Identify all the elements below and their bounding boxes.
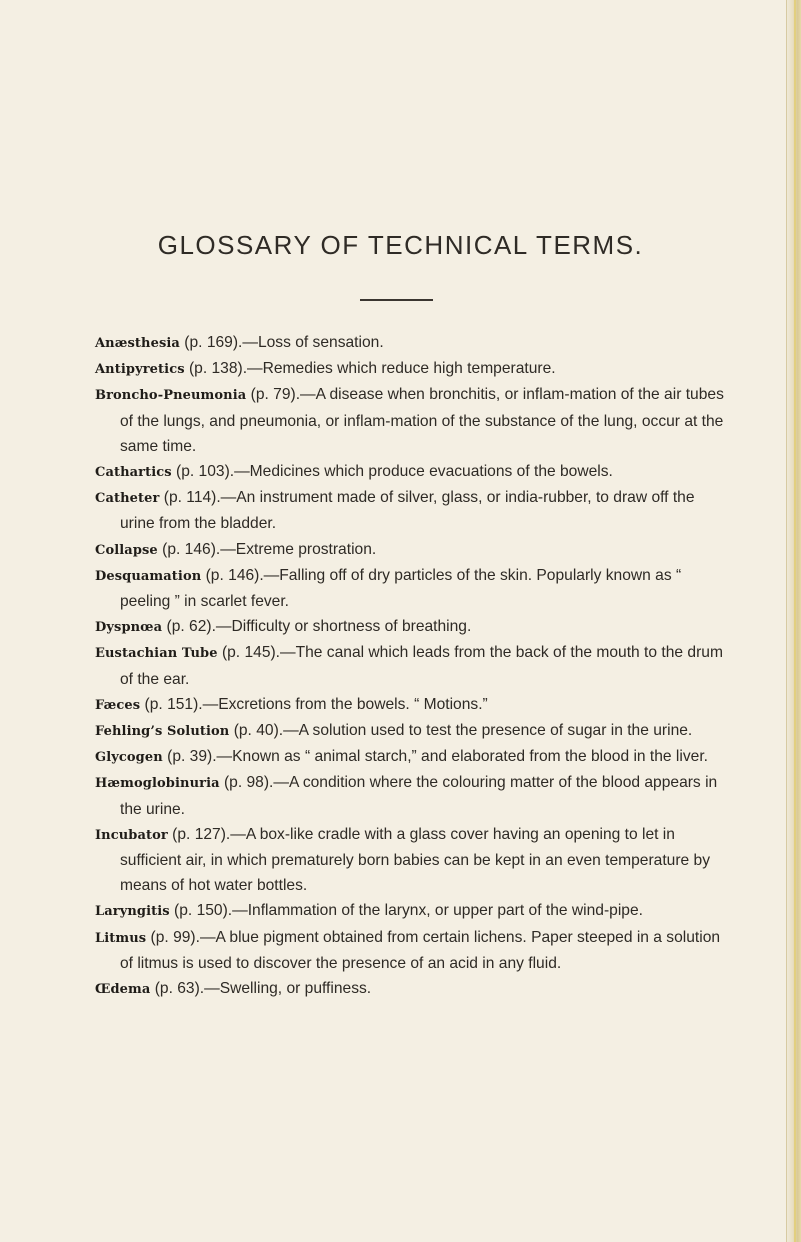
glossary-entry	[95, 485, 725, 536]
glossary-definition: (p. 103).—Medicines which produce evacuations of the bowels.	[171, 463, 613, 481]
page-edge-line	[794, 0, 796, 1242]
glossary-entry	[95, 925, 725, 976]
glossary-definition: (p. 39).—Known as “ animal starch,” and elaborated from the blood in the liver.	[162, 748, 708, 766]
page-title: GLOSSARY OF TECHNICAL TERMS.	[157, 230, 644, 260]
glossary-definition: (p. 98).—A condition where the colouring matter of the blood appears in the urine.	[120, 774, 718, 818]
glossary-term: Collapse	[95, 542, 158, 558]
glossary-definition: (p. 146).—Extreme prostration.	[157, 540, 377, 558]
glossary-entry	[95, 537, 725, 563]
glossary-list	[95, 330, 725, 1002]
glossary-definition: (p. 151).—Excretions from the bowels. “ Motions.”	[140, 695, 488, 713]
glossary-definition: (p. 40).—A solution used to test the presence of sugar in the urine.	[229, 722, 693, 740]
glossary-entry	[95, 822, 725, 899]
glossary-term: Fæces	[95, 697, 141, 713]
glossary-definition: (p. 62).—Difficulty or shortness of breathing.	[162, 618, 472, 636]
glossary-term: Cathartics	[95, 465, 172, 481]
glossary-definition: (p. 114).—An instrument made of silver, glass, or india-rubber, to draw off the urine from the bladder.	[120, 489, 695, 533]
glossary-entry	[95, 718, 725, 744]
glossary-definition: (p. 145).—The canal which leads from the back of the mouth to the drum of the ear.	[120, 644, 723, 688]
glossary-term: Antipyretics	[95, 362, 185, 378]
glossary-entry	[95, 898, 725, 924]
glossary-entry	[95, 459, 725, 485]
glossary-term: Fehling’s Solution	[95, 724, 230, 740]
glossary-term: Dyspnœa	[95, 620, 163, 636]
glossary-definition: (p. 99).—A blue pigment obtained from certain lichens. Paper steeped in a solution of litmus is used to discover the presence of an acid in any fluid.	[120, 928, 721, 972]
glossary-term: Hæmoglobinuria	[95, 776, 220, 792]
glossary-entry	[95, 382, 725, 459]
glossary-definition: (p. 146).—Falling off of dry particles of the skin. Popularly known as “ peeling ” in scarlet fever.	[120, 566, 682, 611]
glossary-term: Broncho-Pneumonia	[95, 388, 247, 404]
glossary-definition: (p. 127).—A box-like cradle with a glass cover having an opening to let in sufficient air, in which prematurely born babies can be kept in an even temperature by means of hot water bottles.	[120, 825, 711, 895]
glossary-term: Anæsthesia	[95, 336, 180, 351]
glossary-term: Litmus	[95, 930, 147, 946]
glossary-entry	[95, 976, 725, 1002]
glossary-entry	[95, 356, 725, 382]
glossary-entry	[95, 744, 725, 770]
glossary-definition: (p. 63).—Swelling, or puffiness.	[150, 980, 372, 998]
glossary-term: Eustachian Tube	[95, 646, 218, 662]
glossary-definition: (p. 79).—A disease when bronchitis, or inflam-mation of the air tubes of the lungs, and pneumonia, or inflam-mation of the substance of the lung, occur at the same time.	[120, 386, 724, 455]
glossary-entry	[95, 692, 725, 718]
glossary-entry	[95, 563, 725, 614]
glossary-term: Incubator	[95, 827, 168, 843]
title-rule	[360, 299, 433, 301]
glossary-entry	[95, 330, 725, 356]
glossary-term: Œdema	[95, 982, 151, 998]
glossary-term: Laryngitis	[95, 904, 170, 920]
glossary-term: Catheter	[95, 491, 160, 507]
glossary-term: Desquamation	[95, 568, 202, 584]
glossary-definition: (p. 169).—Loss of sensation.	[179, 334, 384, 351]
glossary-definition: (p. 150).—Inflammation of the larynx, or upper part of the wind-pipe.	[169, 902, 643, 920]
glossary-entry	[95, 614, 725, 640]
glossary-definition: (p. 138).—Remedies which reduce high temperature.	[184, 360, 556, 378]
glossary-entry	[95, 770, 725, 821]
glossary-term: Glycogen	[95, 750, 163, 766]
glossary-entry	[95, 640, 725, 691]
